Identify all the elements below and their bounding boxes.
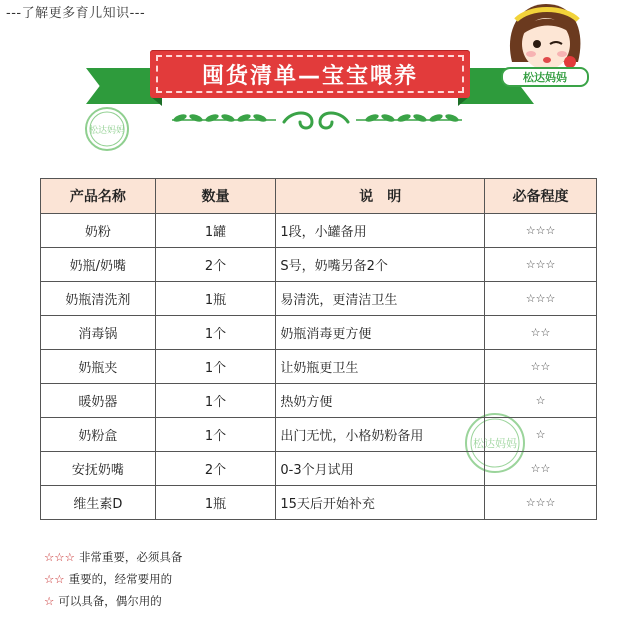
- table-row: [41, 384, 597, 418]
- cell-qty: 1个: [155, 350, 276, 384]
- cell-note: 易清洗，更清洁卫生: [276, 282, 485, 316]
- table-row: [41, 214, 597, 248]
- legend-text: 重要的，经常要用的: [68, 572, 173, 586]
- cell-level: ☆☆☆: [485, 486, 597, 520]
- cell-level: ☆: [485, 418, 597, 452]
- header-product-name: 产品名称: [41, 179, 156, 214]
- cell-note: 0-3个月试用: [276, 452, 485, 486]
- cell-qty: 1罐: [155, 214, 276, 248]
- cell-qty: 1瓶: [155, 282, 276, 316]
- header-description: 说 明: [276, 179, 485, 214]
- cell-qty: 1个: [155, 418, 276, 452]
- cell-name: 暖奶器: [41, 384, 156, 418]
- cell-name: 消毒锅: [41, 316, 156, 350]
- cell-note: S号，奶嘴另备2个: [276, 248, 485, 282]
- cell-name: 奶瓶清洗剂: [41, 282, 156, 316]
- title-banner: [86, 46, 534, 104]
- cell-qty: 2个: [155, 248, 276, 282]
- table-row: [41, 282, 597, 316]
- top-note: ---了解更多育儿知识---: [6, 6, 146, 21]
- cell-level: ☆☆☆: [485, 248, 597, 282]
- cell-name: 奶瓶/奶嘴: [41, 248, 156, 282]
- cell-note: 1段，小罐备用: [276, 214, 485, 248]
- cell-level: ☆☆: [485, 350, 597, 384]
- legend-item: [44, 568, 182, 590]
- legend: [44, 546, 182, 612]
- cell-name: 维生素D: [41, 486, 156, 520]
- cell-qty: 1个: [155, 316, 276, 350]
- cell-note: 让奶瓶更卫生: [276, 350, 485, 384]
- legend-stars: ☆☆☆: [44, 550, 75, 564]
- table-row: [41, 350, 597, 384]
- legend-text: 非常重要，必须具备: [78, 550, 183, 564]
- cell-note: 15天后开始补充: [276, 486, 485, 520]
- cell-qty: 2个: [155, 452, 276, 486]
- cell-level: ☆: [485, 384, 597, 418]
- avatar-label: 松达妈妈: [523, 71, 567, 84]
- cell-level: ☆☆: [485, 452, 597, 486]
- legend-item: [44, 546, 182, 568]
- cell-note: 出门无忧，小格奶粉备用: [276, 418, 485, 452]
- cell-note: 热奶方便: [276, 384, 485, 418]
- cell-qty: 1瓶: [155, 486, 276, 520]
- vine-decoration-icon: [166, 108, 466, 136]
- header-quantity: 数量: [155, 179, 276, 214]
- table-row: [41, 316, 597, 350]
- legend-stars: ☆: [44, 594, 55, 608]
- stamp-left-text: 松达妈妈: [88, 126, 126, 136]
- legend-text: 可以具备，偶尔用的: [58, 594, 162, 608]
- table-row: [41, 452, 597, 486]
- cell-name: 安抚奶嘴: [41, 452, 156, 486]
- girl-avatar-icon: [500, 0, 590, 92]
- stamp-right-text: 松达妈妈: [473, 437, 517, 450]
- cell-name: 奶瓶夹: [41, 350, 156, 384]
- cell-note: 奶瓶消毒更方便: [276, 316, 485, 350]
- cell-level: ☆☆☆: [485, 282, 597, 316]
- legend-stars: ☆☆: [44, 572, 65, 586]
- header-necessity: 必备程度: [485, 179, 597, 214]
- stamp-left-icon: [84, 106, 130, 152]
- table-row: [41, 418, 597, 452]
- cell-level: ☆☆☆: [485, 214, 597, 248]
- banner-title: 囤货清单—宝宝喂养: [201, 63, 418, 89]
- cell-name: 奶粉盒: [41, 418, 156, 452]
- table-header-row: [41, 179, 597, 214]
- table-row: [41, 248, 597, 282]
- legend-item: [44, 590, 182, 612]
- cell-qty: 1个: [155, 384, 276, 418]
- ribbon-main: [150, 50, 470, 98]
- ribbon-inner: [156, 55, 464, 93]
- cell-name: 奶粉: [41, 214, 156, 248]
- table-row: [41, 486, 597, 520]
- supply-table: [40, 178, 597, 520]
- cell-level: ☆☆: [485, 316, 597, 350]
